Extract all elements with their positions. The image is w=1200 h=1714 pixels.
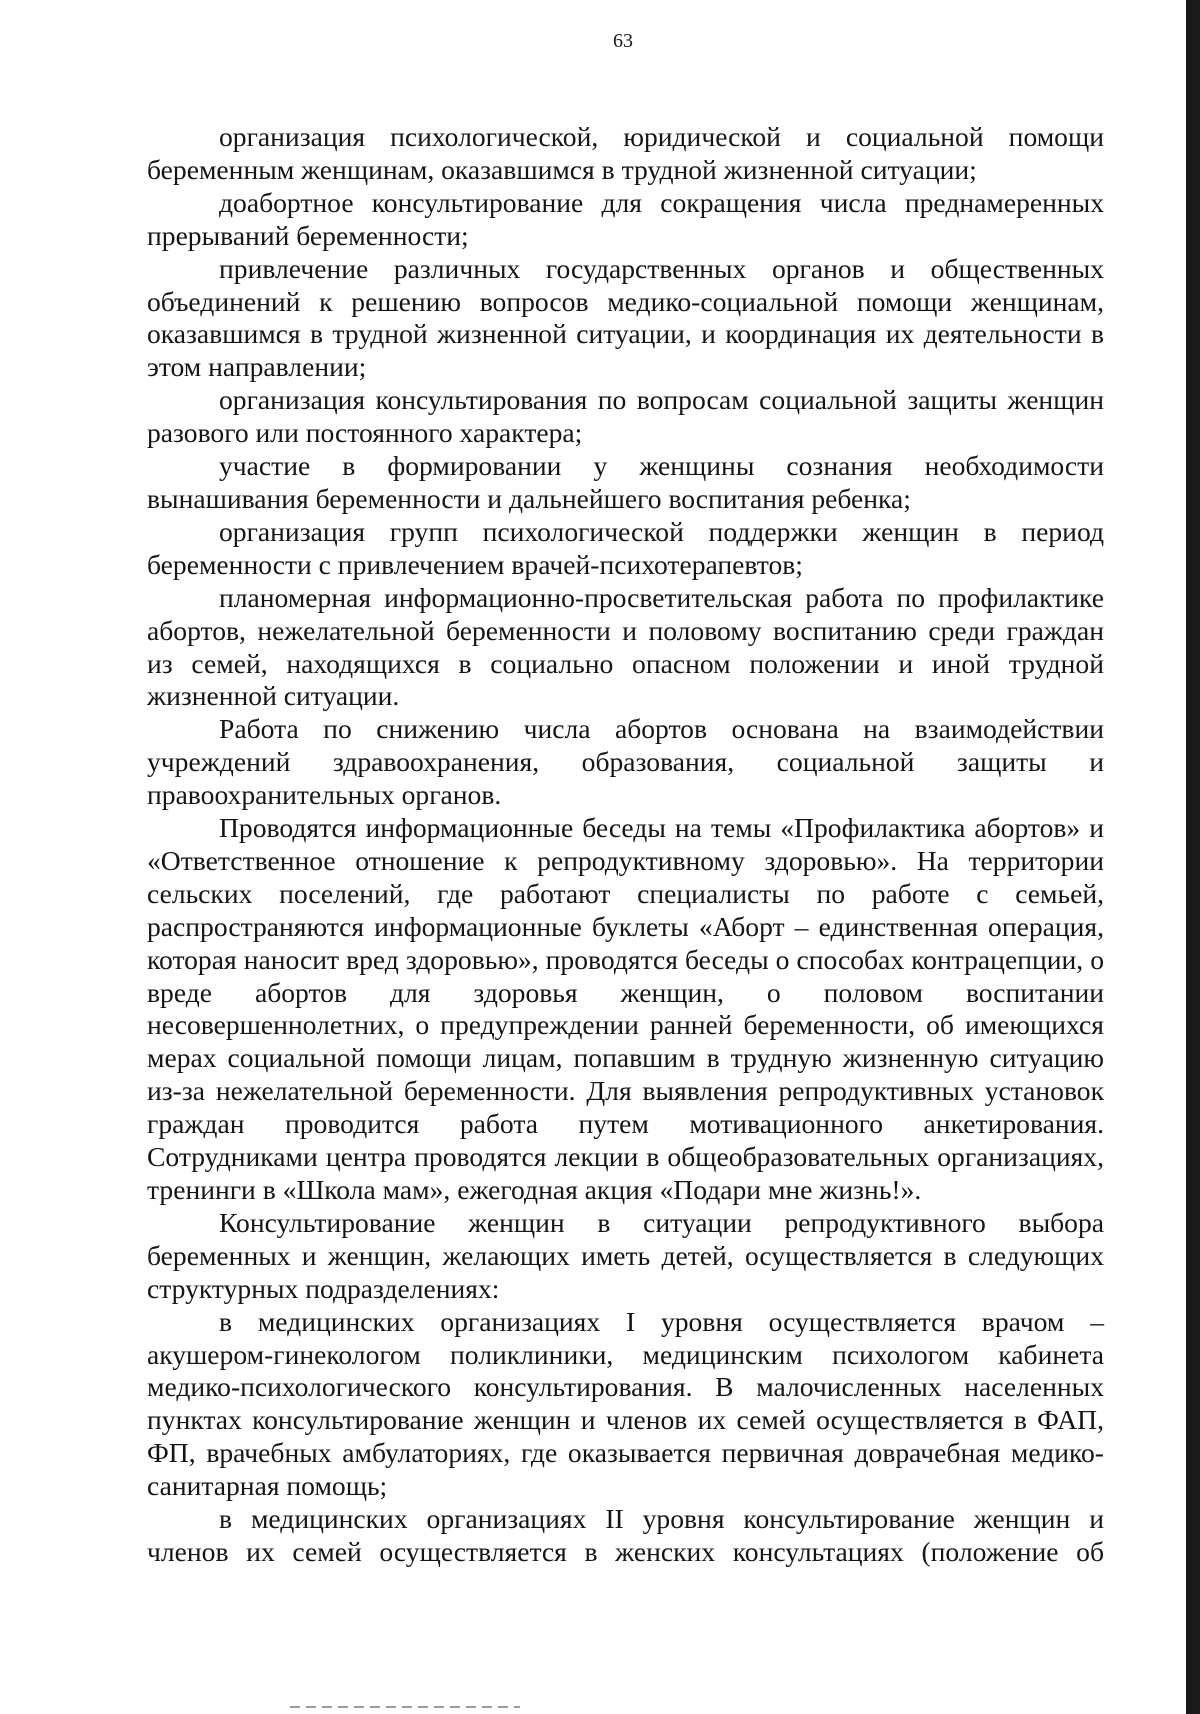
paragraph: организация групп психологической поддержки женщин в период беременности с привлечением врачей-психотерапевтов; — [147, 515, 1104, 580]
document-body — [147, 121, 1104, 1569]
paragraph: планомерная информационно-просветительская работа по профилактике абортов, нежелательной беременности и половому воспитанию среди граждан из семей, находящихся в социально опасном положении и иной трудной жизненной ситуации. — [147, 581, 1104, 712]
scan-border — [1186, 0, 1200, 1714]
paragraph: организация консультирования по вопросам социальной защиты женщин разового или постоянного характера; — [147, 384, 1104, 449]
paragraph: Проводятся информационные беседы на темы «Профилактика абортов» и «Ответственное отношение к репродуктивному здоровью». На территории сельских поселений, где работают специалисты по работе с семьей, распространяются информационные буклеты «Аборт – единственная операция, которая наносит вред здоровью», проводятся беседы о способах контрацепции, о вреде абортов для здоровья женщин, о половом воспитании несовершеннолетних, о предупреждении ранней беременности, об имеющихся мерах социальной помощи лицам, попавшим в трудную жизненную ситуацию из-за нежелательной беременности. Для выявления репродуктивных установок граждан проводится работа путем мотивационного анкетирования. Сотрудниками центра проводятся лекции в общеобразовательных организациях, тренинги в «Школа мам», ежегодная акция «Подари мне жизнь!». — [147, 812, 1104, 1205]
paragraph: доабортное консультирование для сокращения числа преднамеренных прерываний беременности; — [147, 186, 1104, 251]
paragraph: участие в формировании у женщины сознания необходимости вынашивания беременности и дальнейшего воспитания ребенка; — [147, 450, 1104, 514]
paragraph: в медицинских организациях I уровня осуществляется врачом – акушером-гинекологом поликлиники, медицинским психологом кабинета медико-психологического консультирования. В малочисленных населенных пунктах консультирование женщин и членов их семей осуществляется в ФАП, ФП, врачебных амбулаториях, где оказывается первичная доврачебная медико-санитарная помощь; — [147, 1305, 1104, 1502]
paragraph: Консультирование женщин в ситуации репродуктивного выбора беременных и женщин, желающих иметь детей, осуществляется в следующих структурных подразделениях: — [147, 1206, 1104, 1304]
paragraph-continued: в медицинских организациях II уровня консультирование женщин и членов их семей осуществляется в женских консультациях (положение об — [147, 1503, 1104, 1567]
paragraph: организация психологической, юридической и социальной помощи беременным женщинам, оказавшимся в трудной жизненной ситуации; — [147, 121, 1104, 185]
page-number: 63 — [613, 30, 633, 52]
paragraph: Работа по снижению числа абортов основана на взаимодействии учреждений здравоохранения, образования, социальной защиты и правоохранительных органов. — [147, 713, 1104, 811]
paragraph: привлечение различных государственных органов и общественных объединений к решению вопросов медико-социальной помощи женщинам, оказавшимся в трудной жизненной ситуации, и координация их деятельности в этом направлении; — [147, 252, 1104, 383]
scan-artifact-line — [290, 1706, 520, 1708]
